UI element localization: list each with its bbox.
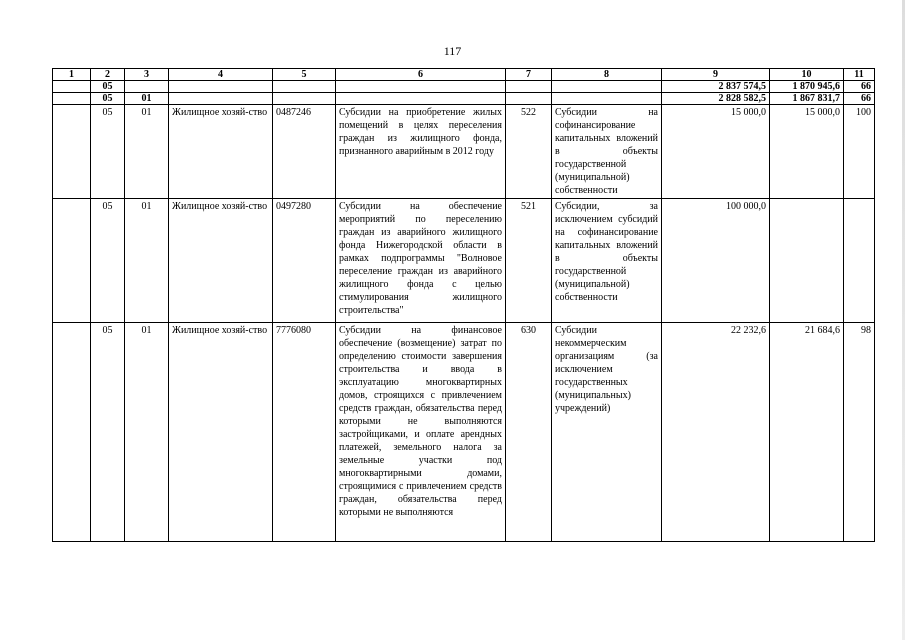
col-header-9: 9: [662, 69, 770, 81]
cell-amount-actual: [770, 199, 844, 323]
cell-expense-type: 630: [506, 323, 552, 542]
cell-c4: [169, 93, 273, 105]
cell-subsection-name: Жилищное хозяй-ство: [169, 199, 273, 323]
cell-c4: [169, 81, 273, 93]
col-header-6: 6: [336, 69, 506, 81]
cell-c1: [53, 105, 91, 199]
cell-section: 05: [91, 93, 125, 105]
col-header-3: 3: [125, 69, 169, 81]
col-header-2: 2: [91, 69, 125, 81]
cell-section: 05: [91, 105, 125, 199]
cell-c5: [273, 81, 336, 93]
cell-amount-planned: 15 000,0: [662, 105, 770, 199]
cell-c8: [552, 81, 662, 93]
col-header-1: 1: [53, 69, 91, 81]
col-header-10: 10: [770, 69, 844, 81]
cell-subsection: 01: [125, 323, 169, 542]
cell-c5: [273, 93, 336, 105]
cell-amount-actual: 1 870 945,6: [770, 81, 844, 93]
cell-expense-type-name: Субсидии на софинансирование капитальных вложений в объекты государственной (муниципальной) собственности: [552, 105, 662, 199]
cell-section: 05: [91, 81, 125, 93]
col-header-7: 7: [506, 69, 552, 81]
cell-c1: [53, 323, 91, 542]
col-header-4: 4: [169, 69, 273, 81]
cell-amount-planned: 100 000,0: [662, 199, 770, 323]
cell-article-name: Субсидии на обеспечение мероприятий по переселению граждан из аварийного жилищного фонда Нижегородской области в рамках подпрограммы "Волновое переселение граждан из аварийного жилищного фонда с целью стимулирования жилищного строительства": [336, 199, 506, 323]
cell-c1: [53, 93, 91, 105]
cell-amount-actual: 15 000,0: [770, 105, 844, 199]
cell-target-article: 7776080: [273, 323, 336, 542]
table-header-row: [53, 69, 875, 81]
summary-row-subsection: [53, 93, 875, 105]
cell-subsection-name: Жилищное хозяй-ство: [169, 105, 273, 199]
cell-percent: 100: [844, 105, 875, 199]
cell-subsection: 01: [125, 199, 169, 323]
cell-percent: 66: [844, 93, 875, 105]
cell-amount-planned: 2 837 574,5: [662, 81, 770, 93]
cell-c6: [336, 81, 506, 93]
table-row: [53, 199, 875, 323]
cell-target-article: 0487246: [273, 105, 336, 199]
cell-subsection-name: Жилищное хозяй-ство: [169, 323, 273, 542]
cell-subsection: 01: [125, 105, 169, 199]
cell-c6: [336, 93, 506, 105]
col-header-8: 8: [552, 69, 662, 81]
cell-article-name: Субсидии на финансовое обеспечение (возмещение) затрат по определению стоимости завершения строительства и ввода в эксплуатацию многоквартирных домов, строящихся с привлечением средств граждан, обязательства перед которыми не выполняются застройщиками, и оплате арендных платежей, земельного налога за земельные участки под многоквартирными домами, строящимися с привлечением средств граждан, обязательства перед которыми не выполняются: [336, 323, 506, 542]
cell-c1: [53, 81, 91, 93]
cell-amount-planned: 22 232,6: [662, 323, 770, 542]
cell-c8: [552, 93, 662, 105]
cell-c1: [53, 199, 91, 323]
cell-amount-actual: 1 867 831,7: [770, 93, 844, 105]
cell-subsection: 01: [125, 93, 169, 105]
cell-amount-planned: 2 828 582,5: [662, 93, 770, 105]
cell-expense-type-name: Субсидии некоммерческим организациям (за исключением государственных (муниципальных) учреждений): [552, 323, 662, 542]
cell-c7: [506, 93, 552, 105]
cell-percent: 98: [844, 323, 875, 542]
table-row: [53, 105, 875, 199]
cell-expense-type: 522: [506, 105, 552, 199]
cell-section: 05: [91, 323, 125, 542]
table-row: [53, 323, 875, 542]
col-header-11: 11: [844, 69, 875, 81]
col-header-5: 5: [273, 69, 336, 81]
cell-subsection: [125, 81, 169, 93]
summary-row-section: [53, 81, 875, 93]
cell-article-name: Субсидии на приобретение жилых помещений в целях переселения граждан из жилищного фонда, признанного аварийным в 2012 году: [336, 105, 506, 199]
cell-target-article: 0497280: [273, 199, 336, 323]
budget-table: [52, 68, 875, 542]
cell-percent: [844, 199, 875, 323]
cell-amount-actual: 21 684,6: [770, 323, 844, 542]
cell-section: 05: [91, 199, 125, 323]
cell-percent: 66: [844, 81, 875, 93]
page-number: 117: [443, 44, 462, 58]
cell-c7: [506, 81, 552, 93]
cell-expense-type-name: Субсидии, за исключением субсидий на софинансирование капитальных вложений в объекты государственной (муниципальной) собственности: [552, 199, 662, 323]
cell-expense-type: 521: [506, 199, 552, 323]
